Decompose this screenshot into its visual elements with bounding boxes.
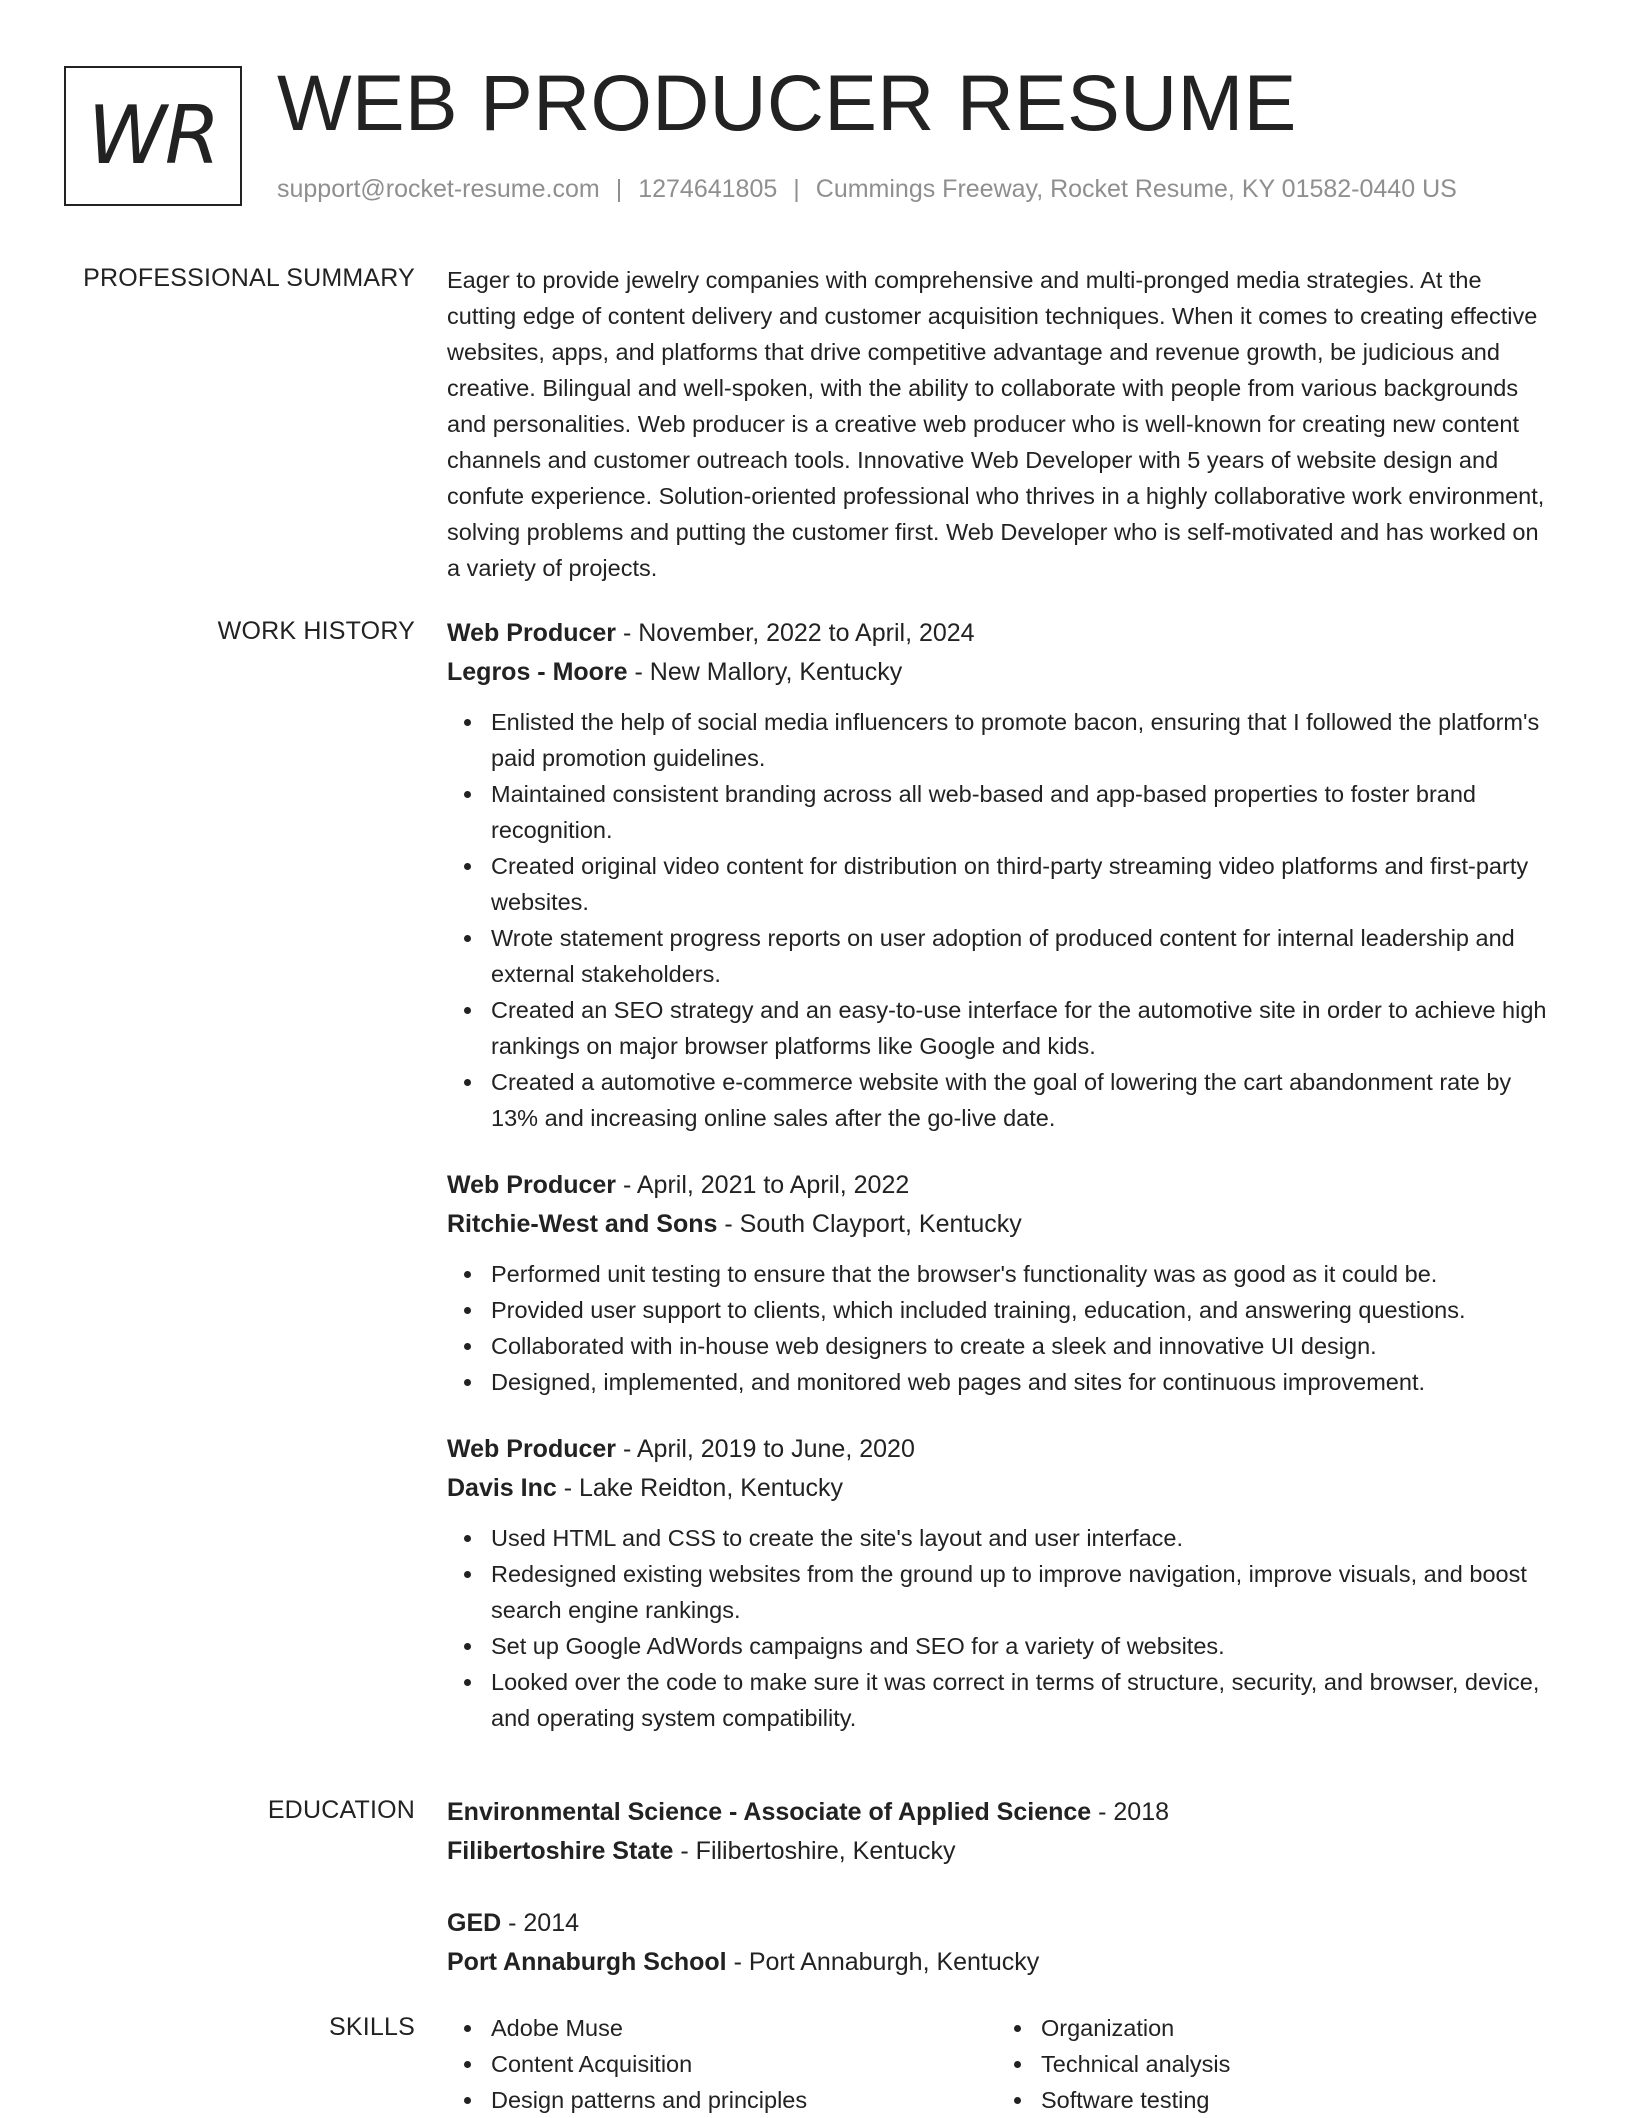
- education-school-line: [447, 1943, 1547, 1982]
- contact-separator: |: [615, 175, 623, 203]
- job-bullet: Performed unit testing to ensure that the browser's functionality was as good as it could be.: [447, 1256, 1547, 1292]
- skills-grid: [447, 2010, 1547, 2118]
- education-body: [447, 1793, 1547, 2015]
- job-bullet: Provided user support to clients, which included training, education, and answering questions.: [447, 1292, 1547, 1328]
- section-heading-work-history: WORK HISTORY: [217, 617, 415, 645]
- job-bullet: Enlisted the help of social media influencers to promote bacon, ensuring that I followed the platform's paid promotion guidelines.: [447, 704, 1547, 776]
- job-entry: [447, 1430, 1547, 1736]
- section-heading-skills: SKILLS: [329, 2013, 415, 2041]
- education-degree-line: [447, 1904, 1547, 1943]
- education-degree-line: [447, 1793, 1547, 1832]
- job-entry: [447, 1166, 1547, 1400]
- skill-item: Organization: [997, 2010, 1547, 2046]
- skills-column-left: [447, 2010, 997, 2118]
- job-entry: [447, 614, 1547, 1136]
- skill-item: Adobe Muse: [447, 2010, 997, 2046]
- contact-line: [277, 173, 1457, 206]
- skills-body: [447, 2010, 1547, 2118]
- contact-address: Cummings Freeway, Rocket Resume, KY 01582-0440 US: [815, 175, 1457, 203]
- job-title: Web Producer: [447, 1171, 617, 1199]
- section-heading-education: EDUCATION: [267, 1796, 415, 1824]
- job-company-line: [447, 653, 1547, 692]
- job-company: Davis Inc: [447, 1474, 557, 1502]
- monogram-box: [64, 66, 242, 206]
- job-bullet: Set up Google AdWords campaigns and SEO for a variety of websites.: [447, 1628, 1547, 1664]
- job-bullet: Maintained consistent branding across all web-based and app-based properties to foster brand recognition.: [447, 776, 1547, 848]
- education-school: Filibertoshire State: [447, 1837, 674, 1865]
- education-degree: Environmental Science - Associate of Applied Science: [447, 1798, 1092, 1826]
- job-dates: - April, 2021 to April, 2022: [616, 1171, 910, 1199]
- job-bullet: Wrote statement progress reports on user adoption of produced content for internal leadership and external stakeholders.: [447, 920, 1547, 992]
- skill-item: Software testing: [997, 2082, 1547, 2118]
- contact-email: support@rocket-resume.com: [277, 175, 600, 203]
- job-location: - New Mallory, Kentucky: [627, 658, 903, 686]
- job-bullet: Looked over the code to make sure it was correct in terms of structure, security, and browser, device, and operating system compatibility.: [447, 1664, 1547, 1736]
- contact-separator: |: [793, 175, 800, 203]
- section-heading-summary: PROFESSIONAL SUMMARY: [83, 264, 415, 292]
- contact-phone: 1274641805: [638, 175, 778, 203]
- education-year: - 2018: [1091, 1798, 1170, 1826]
- summary-body: [447, 261, 1547, 586]
- education-entry: [447, 1904, 1547, 1982]
- education-school: Port Annaburgh School: [447, 1948, 727, 1976]
- job-title-line: [447, 1430, 1547, 1469]
- skills-column-right: [997, 2010, 1547, 2118]
- resume-title: WEB PRODUCER RESUME: [277, 58, 1297, 147]
- skill-item: Technical analysis: [997, 2046, 1547, 2082]
- job-bullet: Created original video content for distribution on third-party streaming video platforms and first-party websites.: [447, 848, 1547, 920]
- job-bullet-list: [447, 704, 1547, 1136]
- job-bullet-list: [447, 1520, 1547, 1736]
- job-dates: - November, 2022 to April, 2024: [616, 619, 975, 647]
- job-company: Legros - Moore: [447, 658, 628, 686]
- job-location: - South Clayport, Kentucky: [717, 1210, 1022, 1238]
- education-school-line: [447, 1832, 1547, 1871]
- job-company: Ritchie-West and Sons: [447, 1210, 718, 1238]
- job-title-line: [447, 614, 1547, 653]
- job-company-line: [447, 1469, 1547, 1508]
- job-bullet: Created an SEO strategy and an easy-to-use interface for the automotive site in order to achieve high rankings on major browser platforms like Google and kids.: [447, 992, 1547, 1064]
- job-location: - Lake Reidton, Kentucky: [556, 1474, 844, 1502]
- job-bullet: Collaborated with in-house web designers to create a sleek and innovative UI design.: [447, 1328, 1547, 1364]
- summary-text: Eager to provide jewelry companies with comprehensive and multi-pronged media strategies. At the cutting edge of content delivery and customer acquisition techniques. When it comes to creating effective websites, apps, and platforms that drive competitive advantage and revenue growth, be judicious and creative. Bilingual and well-spoken, with the ability to collaborate with people from various backgrounds and personalities. Web producer is a creative web producer who is well-known for creating new content channels and customer outreach tools. Innovative Web Developer with 5 years of website design and confute experience. Solution-oriented professional who thrives in a highly collaborative work environment, solving problems and putting the customer first. Web Developer who is self-motivated and has worked on a variety of projects.: [447, 267, 1545, 581]
- job-bullet: Used HTML and CSS to create the site's layout and user interface.: [447, 1520, 1547, 1556]
- job-title-line: [447, 1166, 1547, 1205]
- job-bullet: Redesigned existing websites from the ground up to improve navigation, improve visuals, and boost search engine rankings.: [447, 1556, 1547, 1628]
- job-title: Web Producer: [447, 1435, 617, 1463]
- skill-item: Content Acquisition: [447, 2046, 997, 2082]
- education-location: - Port Annaburgh, Kentucky: [726, 1948, 1040, 1976]
- job-bullet: Designed, implemented, and monitored web pages and sites for continuous improvement.: [447, 1364, 1547, 1400]
- job-dates: - April, 2019 to June, 2020: [616, 1435, 915, 1463]
- monogram-initials: WR: [87, 89, 219, 182]
- job-bullet-list: [447, 1256, 1547, 1400]
- work-history-body: [447, 614, 1547, 1766]
- job-title: Web Producer: [447, 619, 617, 647]
- job-bullet: Created a automotive e-commerce website with the goal of lowering the cart abandonment rate by 13% and increasing online sales after the go-live date.: [447, 1064, 1547, 1136]
- education-year: - 2014: [501, 1909, 580, 1937]
- job-company-line: [447, 1205, 1547, 1244]
- education-entry: [447, 1793, 1547, 1871]
- education-location: - Filibertoshire, Kentucky: [673, 1837, 956, 1865]
- skill-item: Design patterns and principles: [447, 2082, 997, 2118]
- education-degree: GED: [447, 1909, 502, 1937]
